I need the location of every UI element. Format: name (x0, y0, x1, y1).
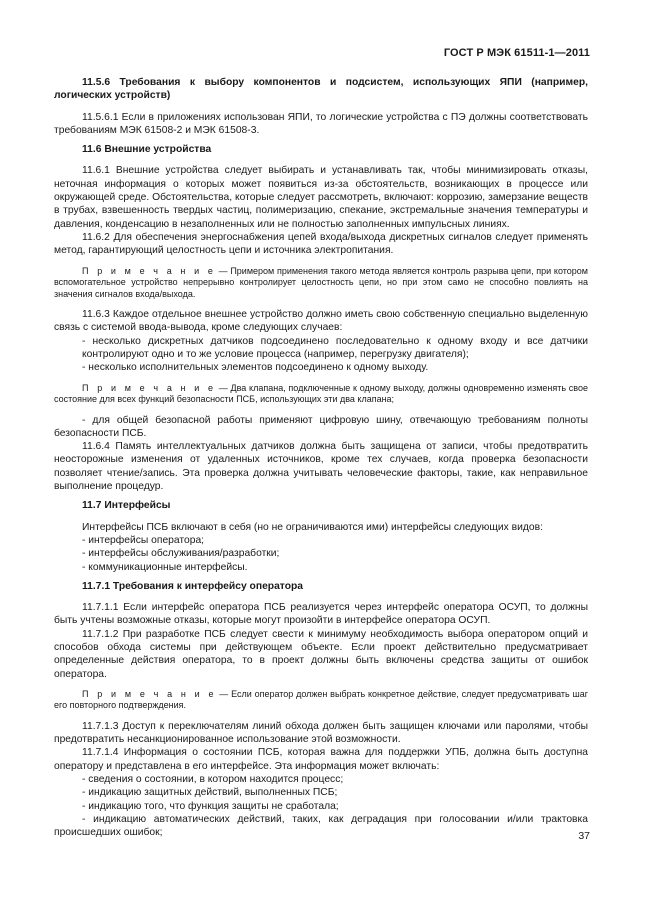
paragraph-11-7-1-2: 11.7.1.2 При разработке ПСБ следует свести к минимуму необходимость выбора оператором опций и способов обхода системы при действующем объекте. Если проект действительно предусматривает определенные действия оператора, то в проект должны быть включены средства защиты от ошибок оператора. (54, 628, 588, 680)
paragraph-11-7-1-3: 11.7.1.3 Доступ к переключателям линий обхода должен быть защищен ключами или паролями, чтобы предотвратить несанкционированное использование этой возможности. (54, 720, 588, 746)
page-number: 37 (578, 830, 590, 842)
paragraph-11-6-1: 11.6.1 Внешние устройства следует выбирать и устанавливать так, чтобы минимизировать отказы, неточная информация о которых может появиться из-за обстоятельств, возникающих в процессе или окружающей среде. Обстоятельства, которые следует рассмотреть, включают: коррозию, замерзание веществ в трубах, взвешенность твердых частиц, полимеризацию, спекание, экстремальные значения температуры и давления, конденсацию в незаполненных или не полностью заполненных импульсных линиях. (54, 165, 588, 230)
list-item: - интерфейсы обслуживания/разработки; (82, 548, 280, 560)
list-item: - индикацию автоматических действий, таких, как деградация при голосовании и/или трактовка происшедших ошибок; (54, 813, 588, 839)
note-label: П р и м е ч а н и е (82, 265, 216, 276)
list-item: - сведения о состоянии, в котором находится процесс; (82, 774, 344, 786)
document-header-title: ГОСТ Р МЭК 61511-1—2011 (443, 47, 590, 59)
paragraph-11-7-1-1: 11.7.1.1 Если интерфейс оператора ПСБ реализуется через интерфейс оператора ОСУП, то должны быть учтены возможные отказы, которые могут произойти в интерфейсе оператора ОСУП. (54, 602, 588, 627)
list-item: - интерфейсы оператора; (82, 534, 205, 546)
section-heading-11-6: 11.6 Внешние устройства (82, 144, 212, 156)
note-2 (54, 383, 588, 406)
note-text: — Два клапана, подключенные к одному выходу, должны одновременно изменять свое состояние для всех функций безопасности ПСБ, использующих эти два клапана; (54, 382, 588, 405)
list-item: - индикацию того, что функция защиты не сработала; (82, 800, 339, 812)
paragraph-11-5-6-1: 11.5.6.1 Если в приложениях использован ЯПИ, то логические устройства с ПЭ должны соответствовать требованиям МЭК 61508-2 и МЭК 61508-3. (54, 111, 588, 136)
list-item: - для общей безопасной работы применяют цифровую шину, отвечающую требованиям полноты безопасности ПСБ. (54, 414, 588, 439)
note-3 (54, 689, 588, 712)
paragraph-11-6-4: 11.6.4 Память интеллектуальных датчиков должна быть защищена от записи, чтобы предотвратить неосторожные изменения от удаленных источников, кроме тех случаев, когда проверка безопасности позволяет чтение/запись. Эта проверка должна учитывать человеческие факторы, такие, как неправильное выполнение процедур. (54, 441, 588, 493)
note-text: — Примером применения такого метода является контроль разрыва цепи, при котором вспомогательное устройство непрерывно контролирует целостность цепи, но при этом само не способно повлиять на значения сигналов входа/выхода. (54, 265, 588, 299)
list-item: - несколько дискретных датчиков подсоединено последовательно к одному входу и все датчики контролируют одно и то же условие процесса (например, перегрузку двигателя); (82, 335, 588, 360)
note-label: П р и м е ч а н и е (82, 382, 217, 393)
document-body (54, 76, 588, 840)
section-heading-11-5-6: 11.5.6 Требования к выбору компонентов и подсистем, использующих ЯПИ (например, логических устройств) (54, 77, 588, 102)
list-item: - несколько исполнительных элементов подсоединено к одному выходу. (82, 362, 429, 374)
list-item: - индикацию защитных действий, выполненных ПСБ; (82, 787, 338, 799)
paragraph-11-7-1-4: 11.7.1.4 Информация о состоянии ПСБ, которая важна для поддержки УПБ, должна быть доступна оператору и представлена в его интерфейсе. Эта информация может включать: (54, 747, 588, 772)
section-heading-11-7: 11.7 Интерфейсы (82, 500, 171, 512)
note-text: — Если оператор должен выбрать конкретное действие, следует предусматривать шаг его повторного подтверждения. (54, 688, 588, 711)
note-1 (54, 266, 588, 301)
section-heading-11-7-1: 11.7.1 Требования к интерфейсу оператора (82, 580, 304, 592)
paragraph-11-6-3: 11.6.3 Каждое отдельное внешнее устройство должно иметь свою собственную специально выделенную связь с системой ввода-вывода, кроме следующих случаев: (54, 309, 588, 334)
paragraph-11-6-2: 11.6.2 Для обеспечения энергоснабжения цепей входа/выхода дискретных сигналов следует применять метод, гарантирующий целостность цепи и источника электропитания. (54, 231, 588, 257)
note-label: П р и м е ч а н и е (82, 688, 217, 699)
paragraph-11-7-intro: Интерфейсы ПСБ включают в себя (но не ограничиваются ими) интерфейсы следующих видов: (82, 521, 543, 533)
list-item: - коммуникационные интерфейсы. (82, 561, 248, 573)
